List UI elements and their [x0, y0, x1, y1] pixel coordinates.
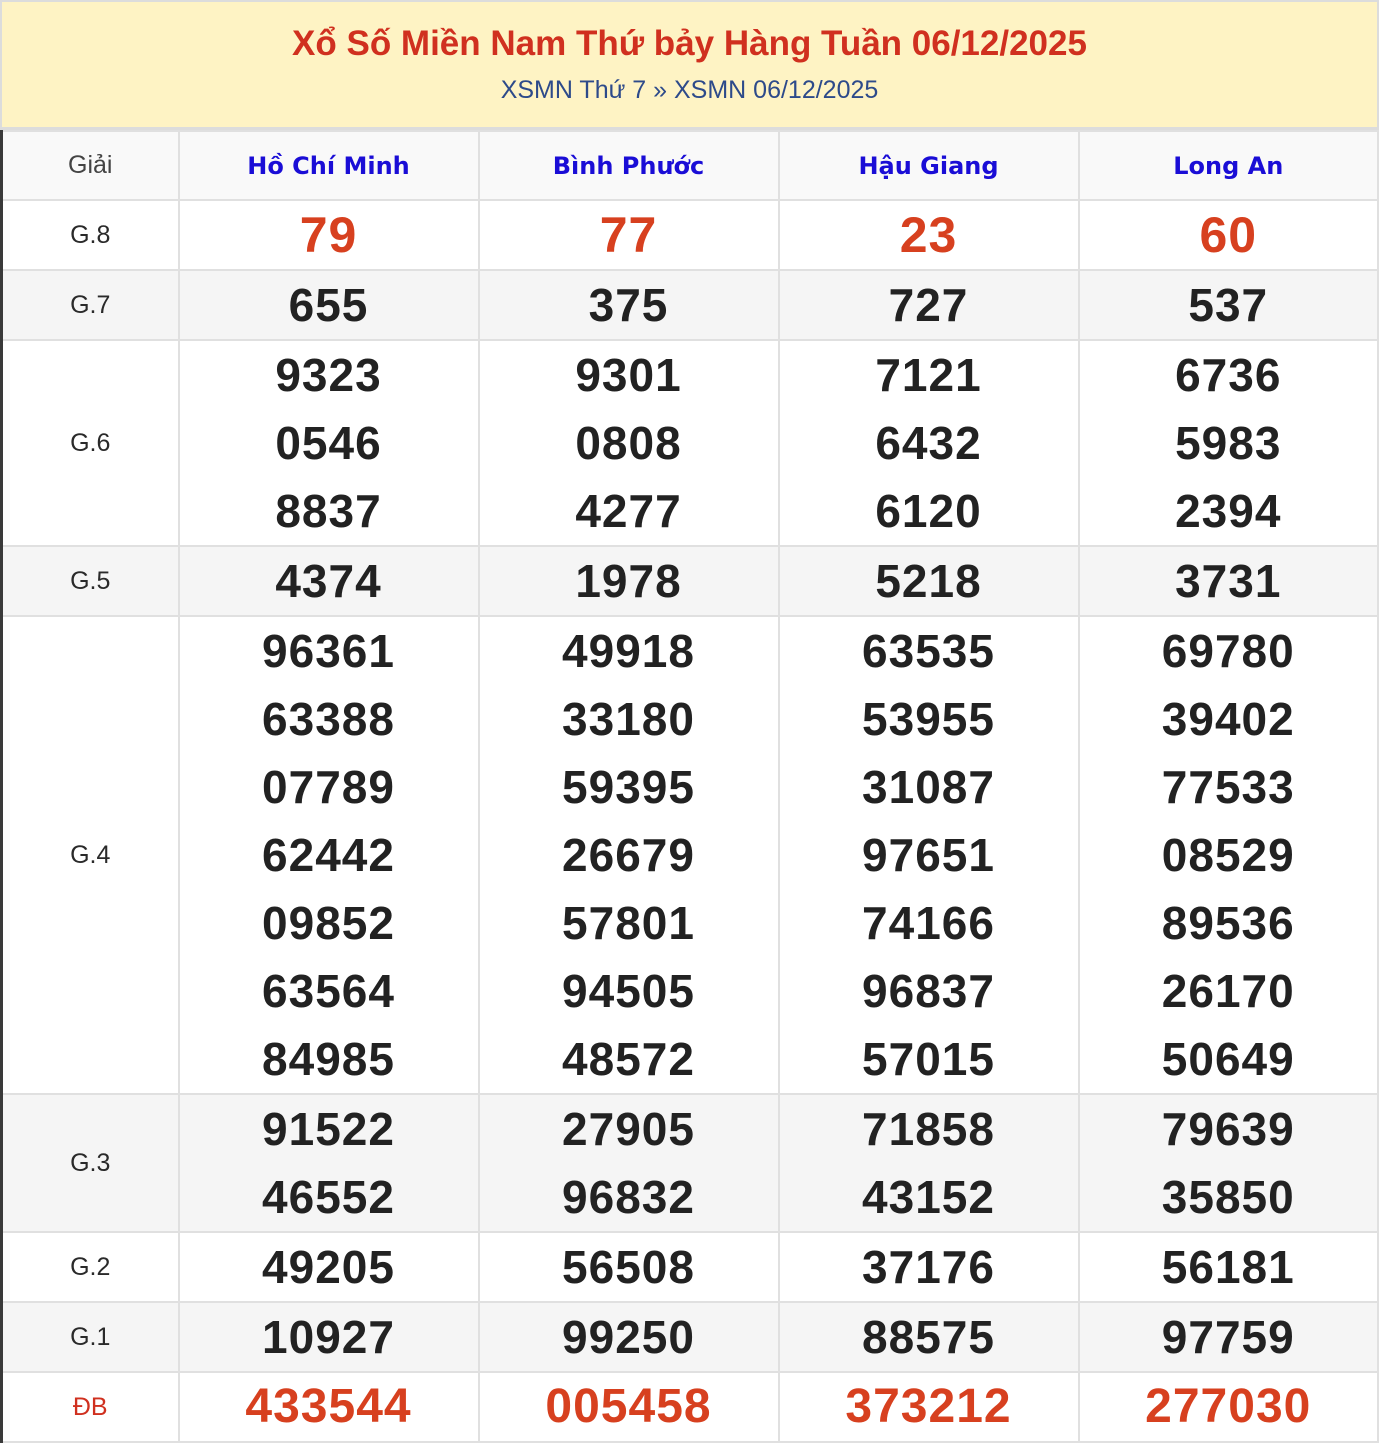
result-number: 537 — [1188, 279, 1269, 331]
result-cell — [1079, 1232, 1379, 1302]
result-number: 08529 — [1161, 829, 1295, 881]
result-cell — [179, 270, 479, 340]
result-cell — [479, 270, 779, 340]
result-number: 8837 — [275, 485, 382, 537]
result-number: 91522 — [262, 1103, 395, 1155]
result-number: 63564 — [262, 965, 395, 1017]
result-number: 26679 — [562, 829, 695, 881]
prize-row-special — [2, 1372, 1379, 1442]
result-number: 50649 — [1161, 1033, 1295, 1085]
result-number: 56508 — [562, 1241, 695, 1293]
result-number: 63535 — [862, 625, 995, 677]
result-number: 1978 — [575, 555, 682, 607]
result-cell — [1079, 1094, 1379, 1232]
result-number: 27905 — [562, 1103, 695, 1155]
result-number: 48572 — [562, 1033, 695, 1085]
result-number: 655 — [288, 279, 369, 331]
result-number: 49205 — [262, 1241, 395, 1293]
breadcrumb — [2, 74, 1377, 106]
result-number: 26170 — [1161, 965, 1295, 1017]
result-cell — [179, 616, 479, 1094]
result-cell — [779, 546, 1079, 616]
result-number: 62442 — [262, 829, 395, 881]
result-number: 57801 — [562, 897, 695, 949]
prize-row-g2 — [2, 1232, 1379, 1302]
result-cell — [179, 1372, 479, 1442]
breadcrumb-separator: » — [653, 76, 668, 104]
result-cell — [479, 616, 779, 1094]
result-cell — [479, 340, 779, 546]
prize-column-header: Giải — [2, 131, 179, 200]
result-number: 46552 — [262, 1171, 395, 1223]
prize-label-special: ĐB — [2, 1372, 179, 1442]
result-number: 2394 — [1175, 485, 1282, 537]
result-cell — [779, 1302, 1079, 1372]
prize-label: G.1 — [2, 1302, 179, 1372]
result-number: 71858 — [862, 1103, 995, 1155]
result-number: 84985 — [262, 1033, 395, 1085]
result-cell — [179, 1232, 479, 1302]
result-cell — [779, 200, 1079, 270]
result-number: 0546 — [275, 417, 382, 469]
result-number: 43152 — [862, 1171, 995, 1223]
province-header-ho-chi-minh[interactable]: Hồ Chí Minh — [179, 131, 479, 200]
result-number: 37176 — [862, 1241, 995, 1293]
result-number: 49918 — [562, 625, 695, 677]
result-number: 35850 — [1161, 1171, 1295, 1223]
result-number: 33180 — [562, 693, 695, 745]
breadcrumb-link-xsmn-thu-7[interactable]: XSMN Thứ 7 — [500, 76, 647, 104]
result-number: 96837 — [862, 965, 995, 1017]
result-number: 9301 — [575, 349, 682, 401]
prize-label: G.2 — [2, 1232, 179, 1302]
result-cell — [179, 340, 479, 546]
prize-label: G.3 — [2, 1094, 179, 1232]
result-cell — [1079, 616, 1379, 1094]
result-cell — [1079, 200, 1379, 270]
result-number: 6432 — [875, 417, 982, 469]
result-number: 727 — [888, 279, 969, 331]
result-number: 63388 — [262, 693, 395, 745]
prize-label: G.7 — [2, 270, 179, 340]
result-number: 79639 — [1161, 1103, 1295, 1155]
result-number: 5983 — [1175, 417, 1282, 469]
result-number: 97759 — [1161, 1311, 1295, 1363]
result-number: 59395 — [562, 761, 695, 813]
prize-label: G.6 — [2, 340, 179, 546]
result-cell — [479, 1372, 779, 1442]
province-header-long-an[interactable]: Long An — [1079, 131, 1379, 200]
result-number: 6736 — [1175, 349, 1282, 401]
result-cell — [179, 1094, 479, 1232]
result-cell — [479, 546, 779, 616]
result-cell — [479, 1232, 779, 1302]
prize-row-g6 — [2, 340, 1379, 546]
prize-row-g7 — [2, 270, 1379, 340]
result-number: 77533 — [1161, 761, 1295, 813]
results-table — [0, 130, 1379, 1443]
result-cell — [779, 1372, 1079, 1442]
result-number: 3731 — [1175, 555, 1282, 607]
result-number: 39402 — [1161, 693, 1295, 745]
result-number: 31087 — [862, 761, 995, 813]
result-number: 94505 — [562, 965, 695, 1017]
result-number: 5218 — [875, 555, 982, 607]
special-prize-number: 373212 — [845, 1380, 1012, 1433]
special-prize-number: 277030 — [1145, 1380, 1312, 1433]
result-number: 09852 — [262, 897, 395, 949]
result-number: 69780 — [1161, 625, 1295, 677]
prize-row-g5 — [2, 546, 1379, 616]
result-number: 74166 — [862, 897, 995, 949]
result-number: 97651 — [862, 829, 995, 881]
result-number: 6120 — [875, 485, 982, 537]
result-number: 375 — [588, 279, 669, 331]
province-header-binh-phuoc[interactable]: Bình Phước — [479, 131, 779, 200]
breadcrumb-link-xsmn-date[interactable]: XSMN 06/12/2025 — [674, 76, 879, 104]
result-number: 99250 — [562, 1311, 695, 1363]
result-number: 96832 — [562, 1171, 695, 1223]
prize-row-g8 — [2, 200, 1379, 270]
result-number: 79 — [299, 207, 358, 263]
result-cell — [1079, 546, 1379, 616]
result-number: 60 — [1199, 207, 1258, 263]
special-prize-number: 005458 — [545, 1380, 712, 1433]
result-cell — [779, 270, 1079, 340]
prize-row-g3 — [2, 1094, 1379, 1232]
result-number: 56181 — [1161, 1241, 1295, 1293]
result-number: 96361 — [262, 625, 395, 677]
result-cell — [1079, 340, 1379, 546]
result-number: 7121 — [875, 349, 982, 401]
result-number: 88575 — [862, 1311, 995, 1363]
result-cell — [779, 1094, 1079, 1232]
result-cell — [479, 1302, 779, 1372]
result-number: 23 — [899, 207, 958, 263]
result-cell — [1079, 270, 1379, 340]
results-header — [0, 0, 1379, 130]
result-cell — [1079, 1372, 1379, 1442]
result-number: 89536 — [1161, 897, 1295, 949]
result-cell — [779, 340, 1079, 546]
prize-label: G.5 — [2, 546, 179, 616]
province-header-hau-giang[interactable]: Hậu Giang — [779, 131, 1079, 200]
prize-label: G.8 — [2, 200, 179, 270]
result-cell — [479, 200, 779, 270]
result-cell — [179, 546, 479, 616]
result-number: 4277 — [575, 485, 682, 537]
result-number: 0808 — [575, 417, 682, 469]
result-cell — [779, 1232, 1079, 1302]
result-number: 57015 — [862, 1033, 995, 1085]
result-number: 9323 — [275, 349, 382, 401]
result-cell — [179, 200, 479, 270]
result-cell — [779, 616, 1079, 1094]
prize-row-g1 — [2, 1302, 1379, 1372]
prize-label: G.4 — [2, 616, 179, 1094]
table-header-row — [2, 131, 1379, 200]
result-number: 07789 — [262, 761, 395, 813]
result-cell — [479, 1094, 779, 1232]
result-number: 53955 — [862, 693, 995, 745]
special-prize-number: 433544 — [245, 1380, 412, 1433]
result-number: 4374 — [275, 555, 382, 607]
result-cell — [179, 1302, 479, 1372]
prize-row-g4 — [2, 616, 1379, 1094]
result-cell — [1079, 1302, 1379, 1372]
page-title: Xổ Số Miền Nam Thứ bảy Hàng Tuần 06/12/2025 — [292, 24, 1087, 63]
result-number: 77 — [599, 207, 658, 263]
result-number: 10927 — [262, 1311, 395, 1363]
